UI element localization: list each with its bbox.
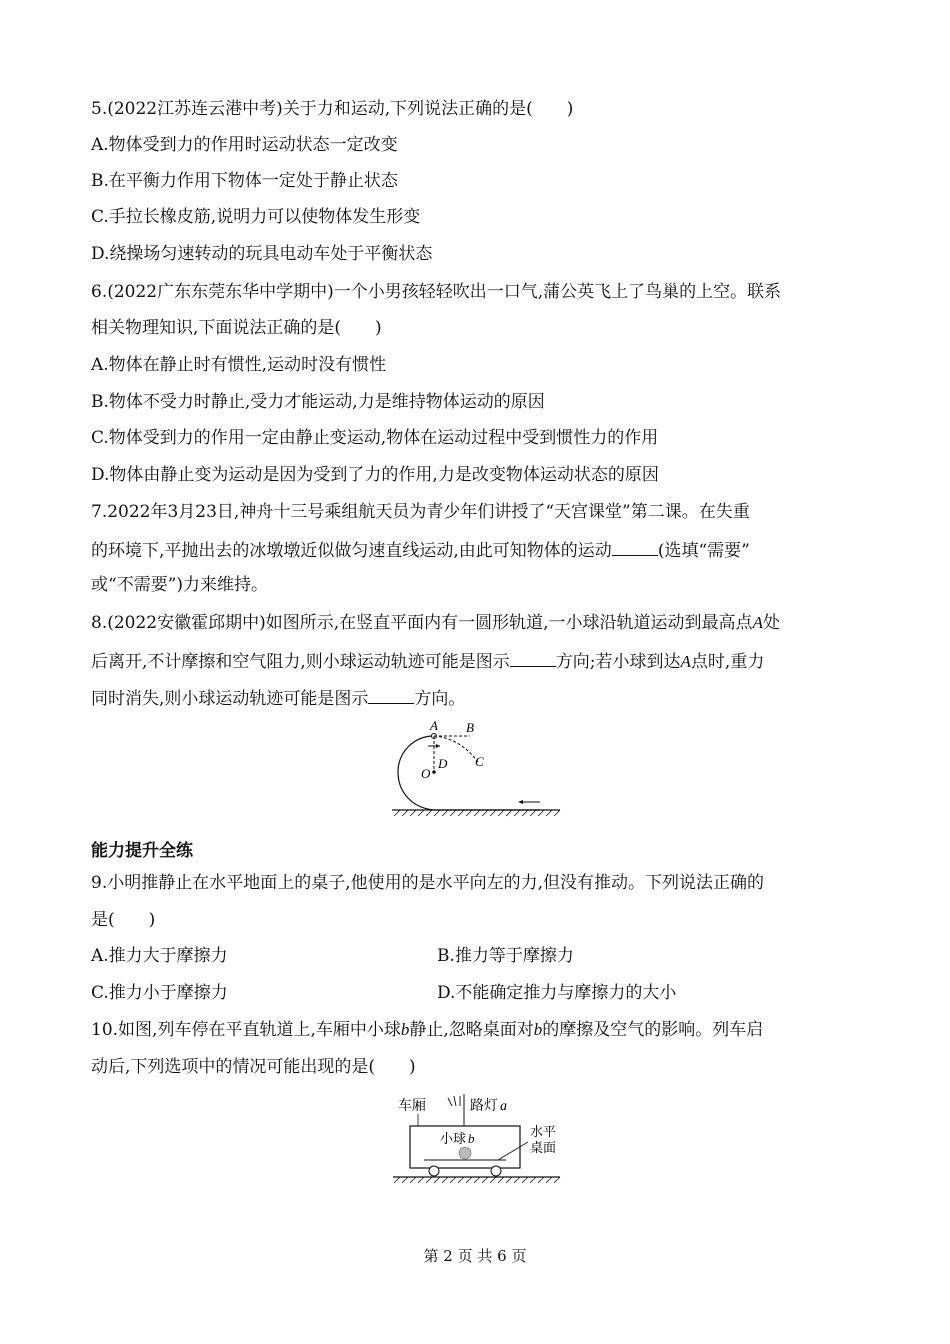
q10-line1: [91, 1018, 763, 1042]
q9-stem-line1: 9.小明推静止在水平地面上的桌子,他使用的是水平向左的力,但没有推动。下列说法正确的: [91, 873, 765, 893]
q6-stem-line2: 相关物理知识,下面说法正确的是( ): [91, 318, 382, 338]
q5-option-a: A.物体受到力的作用时运动状态一定改变: [91, 135, 398, 155]
label-c: C: [475, 754, 484, 769]
direction-arrowhead: [518, 800, 523, 804]
surface-label-1: 水平: [530, 1124, 557, 1139]
q8-line1-text: 8.(2022安徽霍邱期中)如图所示,在竖直平面内有一圆形轨道,一小球沿轨道运动到最高点: [91, 613, 753, 633]
q10-line1-mid: 静止,忽略桌面对: [409, 1020, 534, 1040]
q7-line2-text: 的环境下,平抛出去的冰墩墩近似做匀速直线运动,由此可知物体的运动: [91, 541, 612, 561]
q8-line1: [91, 611, 780, 635]
ball-var: b: [468, 1131, 475, 1146]
q10-train-figure: [388, 1086, 568, 1186]
wheel-right: [491, 1166, 501, 1176]
ball-b-label: b: [533, 1020, 543, 1039]
q8-line2-tail: 点时,重力: [690, 652, 765, 672]
q6-stem-line1: 6.(2022广东东莞东华中学期中)一个小男孩轻轻吹出一口气,蒲公英飞上了鸟巢的上空。联系: [91, 282, 782, 302]
streetlight-var: a: [500, 1099, 507, 1114]
q8-line3-text: 同时消失,则小球运动轨迹可能是图示: [91, 689, 369, 709]
q6-option-b: B.物体不受力时静止,受力才能运动,力是维持物体运动的原因: [91, 392, 545, 412]
q10-line1-tail: 的摩擦及空气的影响。列车启: [542, 1020, 764, 1040]
point-a-label: A: [680, 652, 691, 671]
q9-option-d: D.不能确定推力与摩擦力的大小: [437, 983, 677, 1003]
q8-line3-tail: 方向。: [414, 689, 466, 709]
section-title: 能力提升全练: [91, 841, 193, 861]
carriage-label: 车厢: [398, 1099, 426, 1114]
q7-line3: 或“不需要”)力来维持。: [91, 575, 269, 595]
q8-line1-tail: 处: [762, 613, 780, 633]
q5-option-d: D.绕操场匀速转动的玩具电动车处于平衡状态: [91, 244, 433, 264]
ground-hatch: [394, 810, 560, 816]
streetlight-label: 路灯: [470, 1099, 498, 1114]
answer-blank: [368, 685, 414, 704]
surface-leader: [498, 1142, 528, 1160]
ball-b: [459, 1147, 471, 1159]
ball-label: 小球: [440, 1131, 467, 1146]
q8-line2: [91, 648, 764, 674]
q8-line3: [91, 685, 465, 711]
q10-line1-text: 10.如图,列车停在平直轨道上,车厢中小球: [91, 1020, 401, 1040]
streetlight-rays: [448, 1096, 460, 1106]
label-a: A: [430, 718, 438, 733]
q6-option-d: D.物体由静止变为运动是因为受到了力的作用,力是改变物体运动状态的原因: [91, 465, 659, 485]
label-o: O: [421, 766, 431, 781]
q8-line2-mid: 方向;若小球到达: [555, 652, 681, 672]
point-a-label: A: [752, 613, 763, 632]
center-point: [432, 770, 436, 774]
q10-line2: 动后,下列选项中的情况可能出现的是( ): [91, 1057, 416, 1077]
ball-b-label: b: [400, 1020, 410, 1039]
q7-line2: [91, 537, 750, 563]
label-b: B: [466, 720, 474, 735]
q9-option-b: B.推力等于摩擦力: [437, 946, 574, 966]
wheel-left: [429, 1166, 439, 1176]
q7-line1: 7.2022年3月23日,神舟十三号乘组航天员为青少年们讲授了“天宫课堂”第二课。在失重: [91, 502, 750, 522]
answer-blank: [510, 648, 556, 667]
q8-line2-text: 后离开,不计摩擦和空气阻力,则小球运动轨迹可能是图示: [91, 652, 510, 672]
q5-option-c: C.手拉长橡皮筋,说明力可以使物体发生形变: [91, 207, 421, 227]
q5-stem: 5.(2022江苏连云港中考)关于力和运动,下列说法正确的是( ): [91, 99, 574, 119]
q9-option-c: C.推力小于摩擦力: [91, 983, 228, 1003]
velocity-arrowhead: [436, 744, 440, 748]
q9-option-a: A.推力大于摩擦力: [91, 946, 228, 966]
q6-option-a: A.物体在静止时有惯性,运动时没有惯性: [91, 355, 387, 375]
q9-stem-line2: 是( ): [91, 910, 156, 930]
q5-option-b: B.在平衡力作用下物体一定处于静止状态: [91, 171, 398, 191]
page-footer: 第 2 页 共 6 页: [423, 1247, 527, 1265]
rail-hatch: [394, 1177, 560, 1183]
q8-track-figure: [390, 716, 565, 818]
q7-line2-tail: (选填“需要”: [657, 541, 750, 561]
label-d: D: [438, 756, 448, 771]
surface-label-2: 桌面: [530, 1140, 557, 1155]
answer-blank: [612, 537, 658, 556]
q6-option-c: C.物体受到力的作用一定由静止变运动,物体在运动过程中受到惯性力的作用: [91, 428, 659, 448]
